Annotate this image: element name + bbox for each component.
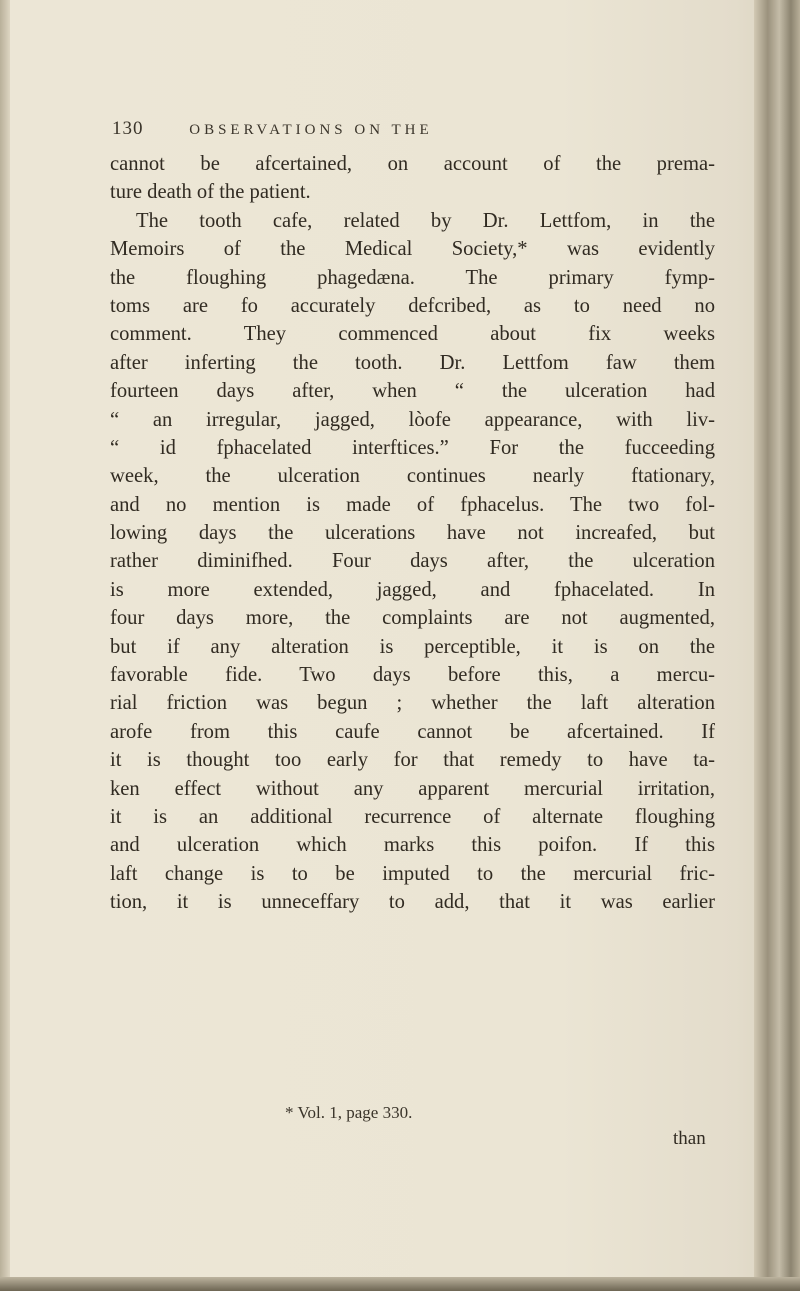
text-line: fourteen days after, when “ the ulceration had	[110, 380, 715, 403]
text-line: the floughing phagedæna. The primary fymp-	[110, 266, 715, 289]
text-line: “ an irregular, jagged, lòofe appearance, with liv-	[110, 408, 715, 431]
text-line: tion, it is unneceffary to add, that it was earlier	[110, 891, 715, 914]
text-line: week, the ulceration continues nearly ftationary,	[110, 465, 715, 488]
text-line: it is an additional recurrence of alternate floughing	[110, 805, 715, 828]
text-line: rather diminifhed. Four days after, the ulceration	[110, 550, 715, 573]
page-gutter-shadow	[754, 0, 800, 1291]
page-bottom-edge	[0, 1277, 800, 1291]
text-line: comment. They commenced about fix weeks	[110, 323, 715, 346]
text-line: Memoirs of the Medical Society,* was evidently	[110, 238, 715, 261]
text-line: laft change is to be imputed to the mercurial fric-	[110, 862, 715, 885]
text-line: arofe from this caufe cannot be afcertained. If	[110, 720, 715, 743]
text-line: after inferting the tooth. Dr. Lettfom faw them	[110, 351, 715, 374]
text-line: cannot be afcertained, on account of the prema-	[110, 153, 715, 175]
text-line: it is thought too early for that remedy to have ta-	[110, 749, 715, 772]
text-line: and no mention is made of fphacelus. The two fol-	[110, 493, 715, 516]
footnote: * Vol. 1, page 330.	[285, 1103, 413, 1122]
page-number: 130	[112, 118, 144, 139]
text-line: toms are fo accurately defcribed, as to need no	[110, 294, 715, 317]
text-line: ken effect without any apparent mercurial irritation,	[110, 777, 715, 800]
body-text	[110, 150, 715, 917]
text-line: “ id fphacelated interftices.” For the fucceeding	[110, 436, 715, 459]
running-title: OBSERVATIONS ON THE	[189, 122, 433, 138]
text-line: four days more, the complaints are not augmented,	[110, 607, 715, 630]
text-line: but if any alteration is perceptible, it is on the	[110, 635, 715, 658]
text-line: is more extended, jagged, and fphacelated. In	[110, 578, 715, 601]
catchword: than	[673, 1128, 706, 1149]
running-header	[112, 118, 672, 140]
text-line: favorable fide. Two days before this, a mercu-	[110, 664, 715, 687]
text-line: ture death of the patient.	[110, 181, 311, 204]
text-line: and ulceration which marks this poifon. If this	[110, 834, 715, 857]
text-line: The tooth cafe, related by Dr. Lettfom, in the	[136, 209, 715, 232]
text-line: lowing days the ulcerations have not increafed, but	[110, 522, 715, 545]
page-left-edge	[0, 0, 10, 1291]
text-line: rial friction was begun ; whether the laft alteration	[110, 692, 715, 715]
